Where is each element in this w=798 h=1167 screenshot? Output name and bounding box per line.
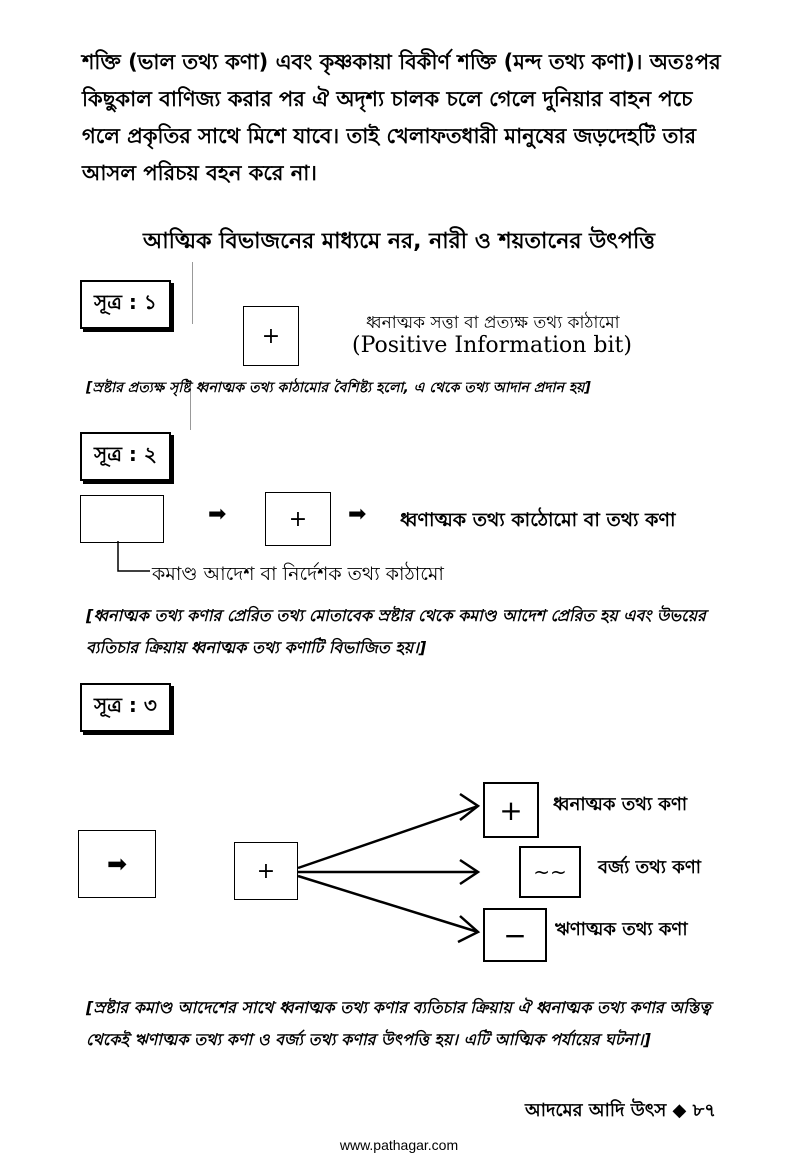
arrow-right-icon: ➡ — [348, 502, 367, 527]
sutra-3-label: সূত্র : ৩ — [80, 683, 171, 732]
arrow-right-icon: ➡ — [208, 502, 227, 527]
website-watermark: www.pathagar.com — [339, 1137, 459, 1153]
waste-particle-box: ~~ — [519, 846, 581, 898]
section-heading: আত্মিক বিভাজনের মাধ্যমে নর, নারী ও শয়তানের উৎপত্তি — [142, 229, 656, 254]
waste-particle-label: বর্জ্য তথ্য কণা — [598, 857, 701, 878]
sutra-3-note: [স্রষ্টার কমাণ্ড আদেশের সাথে ধ্বনাত্মক তথ্য কণার ব্যতিচার ক্রিয়ায় ঐ ধ্বনাত্মক তথ্য কণার অস্তিত্ব থেকেই ঋণাত্মক তথ্য কণা ও বর্জ্য তথ্য কণার উৎপত্তি হয়। এটি আত্মিক পর্যায়ের ঘটনা।] — [86, 998, 711, 1049]
sutra-1-note: [স্রষ্টার প্রত্যক্ষ সৃষ্টি ধ্বনাত্মক তথ্য কাঠামোর বৈশিষ্ট্য হলো, এ থেকে তথ্য আদান প্রদান হয়] — [86, 380, 591, 396]
connector-line — [110, 541, 150, 581]
positive-box: + — [265, 492, 331, 546]
split-arrows — [296, 790, 486, 950]
sutra-2-command: কমাণ্ড আদেশ বা নির্দেশক তথ্য কাঠামো — [152, 563, 444, 585]
body-paragraph: শক্তি (ভাল তথ্য কণা) এবং কৃষ্ণকায়া বিকীর্ণ শক্তি (মন্দ তথ্য কণা)। অতঃপর কিছুকাল বাণিজ্য করার পর ঐ অদৃশ্য চালক চলে গেলে দুনিয়ার বাহন পচে গলে প্রকৃতির সাথে মিশে যাবে। তাই খেলাফতধারী মানুষের জড়দেহটি তার আসল পরিচয় বহন করে না। — [82, 50, 721, 185]
command-box — [80, 495, 164, 543]
sutra-2-note: [ধ্বনাত্মক তথ্য কণার প্রেরিত তথ্য মোতাবেক স্রষ্টার থেকে কমাণ্ড আদেশ প্রেরিত হয় এবং উভয়ের ব্যতিচার ক্রিয়ায় ধ্বনাত্মক তথ্য কণাটি বিভাজিত হয়।] — [86, 606, 706, 657]
sutra-2-label: সূত্র : ২ — [80, 432, 171, 481]
negative-particle-box: − — [483, 908, 547, 962]
sutra-1-desc-en: (Positive Information bit) — [352, 333, 632, 358]
negative-particle-label: ঋণাত্মক তথ্য কণা — [555, 919, 688, 940]
command-arrow-box: ➡ — [78, 830, 156, 898]
positive-box: + — [243, 306, 299, 366]
sutra-1-desc: ধ্বনাত্মক সত্তা বা প্রত্যক্ষ তথ্য কাঠামো — [366, 313, 620, 333]
scan-line — [192, 262, 193, 324]
positive-particle-box: + — [483, 782, 539, 838]
page-footer: আদমের আদি উৎস ◆ ৮৭ — [524, 1100, 716, 1121]
sutra-2-desc: ধ্বণাত্মক তথ্য কাঠোমো বা তথ্য কণা — [400, 509, 676, 531]
positive-particle-label: ধ্বনাত্মক তথ্য কণা — [553, 794, 688, 815]
sutra-1-label: সূত্র : ১ — [80, 280, 171, 329]
positive-box: + — [234, 842, 298, 900]
